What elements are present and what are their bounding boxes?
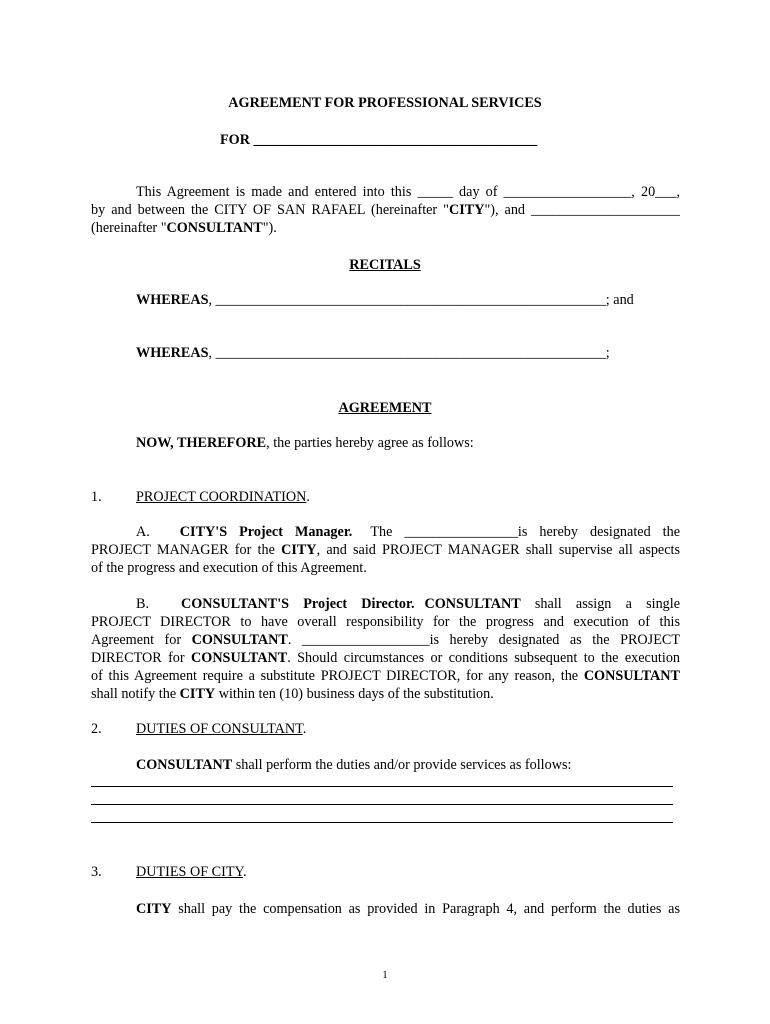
document-title: AGREEMENT FOR PROFESSIONAL SERVICES: [228, 95, 542, 111]
services-blank-line-1: [91, 786, 673, 787]
now-therefore-clause: NOW, THEREFORE, the parties hereby agree as follows:: [136, 435, 474, 451]
section-1a-line-3: of the progress and execution of this Agreement.: [91, 560, 367, 576]
section-1-number: 1.: [91, 489, 102, 505]
services-blank-line-2: [91, 804, 673, 805]
section-1b-line-6: shall notify the CITY within ten (10) business days of the substitution.: [91, 686, 494, 702]
section-3-number: 3.: [91, 864, 102, 880]
recitals-heading: RECITALS: [349, 257, 421, 273]
section-1-heading: PROJECT COORDINATION.: [136, 489, 310, 505]
section-3-heading: DUTIES OF CITY.: [136, 864, 247, 880]
page-number: 1: [382, 969, 388, 981]
whereas-clause-2: WHEREAS, _______________________________________________________;: [136, 345, 610, 361]
section-2-number: 2.: [91, 721, 102, 737]
intro-line-1: This Agreement is made and entered into this _____ day of __________________, 20___,: [136, 184, 680, 200]
intro-line-3: (hereinafter "CONSULTANT").: [91, 220, 277, 236]
section-2-body: CONSULTANT shall perform the duties and/or provide services as follows:: [136, 757, 572, 773]
for-blank: ________________________________________: [253, 132, 538, 148]
section-1b-line-4: DIRECTOR for CONSULTANT. Should circumstances or conditions subsequent to the execution: [91, 650, 681, 666]
section-1b-line-2: PROJECT DIRECTOR to have overall responsibility for the progress and execution of this: [91, 614, 680, 630]
for-line: [220, 131, 537, 149]
section-1a-line-2: PROJECT MANAGER for the CITY, and said PROJECT MANAGER shall supervise all aspects: [91, 542, 680, 558]
agreement-heading: AGREEMENT: [338, 400, 432, 416]
section-1b-line-5: of this Agreement require a substitute PROJECT DIRECTOR, for any reason, the CONSULTANT: [91, 668, 680, 684]
section-2-heading: DUTIES OF CONSULTANT.: [136, 721, 307, 737]
section-1b-line-1: B. CONSULTANT'S Project Director. CONSULTANT shall assign a single: [136, 596, 681, 612]
services-blank-line-3: [91, 822, 673, 823]
whereas-clause-1: WHEREAS, _______________________________________________________; and: [136, 292, 634, 308]
intro-line-2: by and between the CITY OF SAN RAFAEL (hereinafter "CITY"), and _____________________: [91, 202, 680, 218]
for-label: FOR: [220, 132, 250, 148]
section-1b-line-3: Agreement for CONSULTANT. __________________is hereby designated as the PROJECT: [91, 632, 680, 648]
section-1a-line-1: A. CITY'S Project Manager. The ________________is hereby designated the: [136, 524, 680, 540]
section-3-body: CITY shall pay the compensation as provided in Paragraph 4, and perform the duties as: [136, 901, 680, 917]
